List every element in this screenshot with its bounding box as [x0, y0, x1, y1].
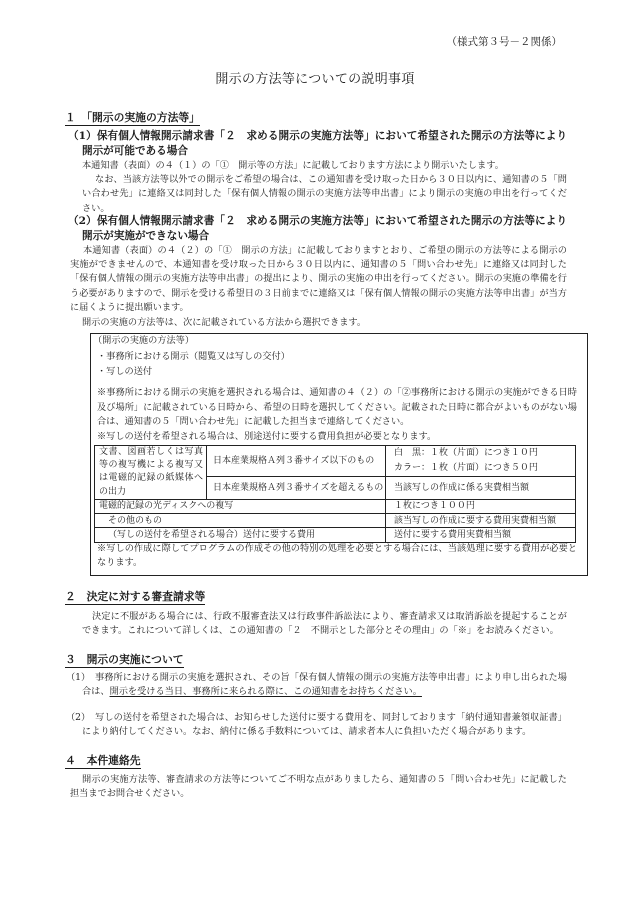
- section-1-sub-2-heading: （2）保有個人情報開示請求書「２ 求める開示の実施方法等」において希望された開示の方法等により開示が実施ができない場合: [68, 215, 567, 242]
- method-option-office: ・事務所における開示（閲覧又は写しの交付）: [97, 351, 290, 362]
- fee-table: [94, 445, 576, 543]
- section-1-sub-1-heading: （1）保有個人情報開示請求書「２ 求める開示の実施方法等」において希望された開示の方法等により開示が可能である場合: [68, 130, 567, 157]
- fee-condition-small: 日本産業規格Ａ列３番サイズ以下のもの: [207, 446, 386, 477]
- section-1-sub-1-body: [82, 159, 567, 216]
- item-number: （2）: [66, 712, 91, 723]
- delivery-cost-note: ※写しの送付を希望される場合は、別途送付に要する費用負担が必要となります。: [97, 430, 437, 442]
- fee-amount-large: 当該写しの作成に係る実費相当額: [386, 477, 576, 499]
- method-selection-note: 開示の実施の方法等は、次に記載されている方法から選択できます。: [82, 317, 367, 328]
- methods-option-list: [97, 349, 290, 379]
- fee-amount-shipping: 送付に要する費用実費相当額: [386, 528, 576, 542]
- section-4-heading-text: ４ 本件連絡先: [65, 754, 141, 767]
- table-row: [95, 446, 576, 477]
- section-2-paragraph: 決定に不服がある場合には、行政不服審査法又は行政事件訴訟法により、審査請求又は取消訴訟を提起することができます。これについて詳しくは、この通知書の「２ 不開示とした部分とその理由」の「※」をお読みください。: [82, 611, 567, 637]
- table-row: [95, 499, 576, 513]
- section-3-heading-text: ３ 開示の実施について: [65, 653, 184, 666]
- section-1-sub-1-paragraph: なお、当該方法等以外での開示をご希望の場合は、この通知書を受け取った日から３０日以内に、通知書の５「問い合わせ先」に連絡又は同封した「保有個人情報の開示の実施方法等申出書」により開示の実施の申出を行ってください。: [82, 174, 567, 214]
- fee-condition-large: 日本産業規格Ａ列３番サイズを超えるもの: [207, 477, 386, 499]
- section-1-heading-text: １ 「開示の実施の方法等」: [65, 111, 200, 124]
- bring-notice-instruction: 開示を受ける当日、事務所に来られる際に、この通知書をお持ちください。: [109, 686, 422, 698]
- section-1-sub-1-paragraph: 本通知書（表面）の４（１）の「① 開示等の方法」に記載しております方法により開示いたします。: [82, 160, 504, 171]
- disclosure-methods-box: [90, 333, 588, 576]
- fee-item-other: その他のもの: [95, 514, 386, 528]
- fee-amount-disc: １枚につき１００円: [386, 499, 576, 513]
- fee-amount-other: 該当写しの作成に要する費用実費相当額: [386, 514, 576, 528]
- item-text: 事務所における開示の実施を選択され、その旨「保有個人情報の開示の実施方法等申出書」により申し出られた場合は、: [82, 672, 567, 698]
- fee-item-copy: 文書、図画若しくは写真等の複写機による複写又は電磁的記録の紙媒体への出力: [95, 446, 207, 500]
- section-2-heading: [65, 590, 205, 604]
- fee-amount-bw: 白 黒：１枚（片面）につき１０円: [394, 448, 538, 459]
- table-row: [95, 514, 576, 528]
- section-1-sub-2-paragraph: 本通知書（表面）の４（２）の「① 開示の方法」に記載しておりますとおり、ご希望の開示の方法等による開示の実施ができませんので、本通知書を受け取った日から３０日以内に、通知書の５「問い合わせ先」に連絡又は同封した「保有個人情報の開示の実施方法等申出書」の提出により、開示の実施の申出を行ってください。開示の実施の準備を行う必要がありますので、開示を受ける希望日の３日前までに連絡又は「保有個人情報の開示の実施方法等申出書」が当方に届くように提出願います。: [70, 245, 567, 313]
- fee-amount-color: カラー：１枚（片面）につき５０円: [394, 463, 538, 474]
- section-3-item-2: [66, 711, 567, 739]
- section-1-heading: [65, 111, 200, 125]
- section-2-heading-text: ２ 決定に対する審査請求等: [65, 590, 206, 603]
- section-3-item-1: [66, 671, 567, 699]
- item-number: （1）: [66, 672, 91, 683]
- document-title: 開示の方法等についての説明事項: [215, 72, 415, 87]
- methods-box-caption: （開示の実施の方法等）: [93, 335, 195, 346]
- section-4-paragraph: 開示の実施方法等、審査請求の方法等についてご不明な点がありましたら、通知書の５「問い合わせ先」に記載した担当までお問合せください。: [70, 774, 567, 800]
- office-disclosure-note: ※事務所における開示の実施を選択される場合は、通知書の４（２）の「②事務所における開示の実施ができる日時及び場所」に記載されている日時から、希望の日時を選択してください。記載された日時に都合がよいものがない場合は、通知書の５「問い合わせ先」に記載した担当まで連絡してください。: [97, 387, 577, 428]
- form-reference: （様式第３号－２関係）: [446, 36, 562, 48]
- item-text: 写しの送付を希望された場合は、お知らせした送付に要する費用を、同封しております「納付通知書兼領収証書」により納付してください。なお、納付に係る手数料については、請求者本人に負担いただく場合があります。: [82, 712, 567, 738]
- fee-amount-small: [386, 446, 576, 477]
- fee-item-disc: 電磁的記録の光ディスクへの複写: [95, 499, 386, 513]
- method-option-delivery: ・写しの送付: [97, 366, 153, 377]
- section-4-heading: [65, 754, 141, 768]
- table-row: [95, 528, 576, 542]
- special-processing-note: ※写しの作成に際してプログラムの作成その他の特別の処理を必要とする場合には、当該処理に要する費用が必要となります。: [97, 543, 577, 568]
- fee-item-shipping: （写しの送付を希望される場合）送付に要する費用: [95, 528, 386, 542]
- section-3-heading: [65, 653, 184, 667]
- methods-notes: [97, 386, 577, 444]
